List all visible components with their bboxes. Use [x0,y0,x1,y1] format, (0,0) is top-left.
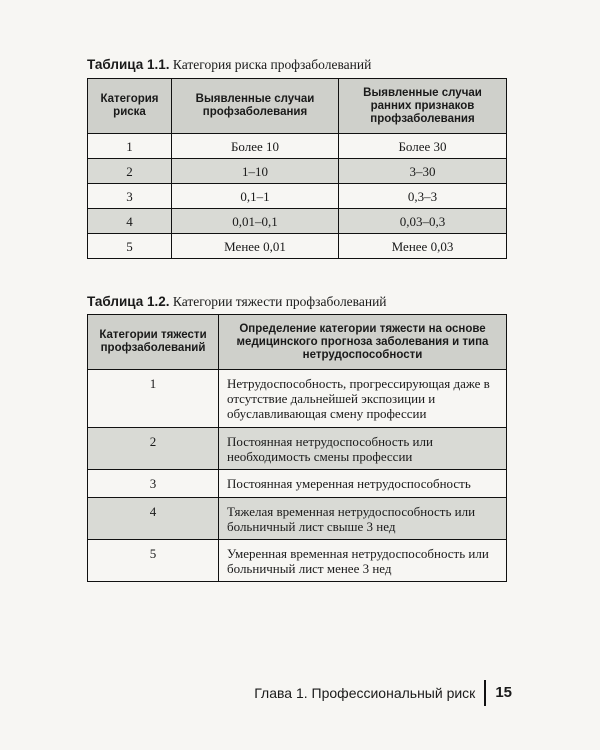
page-number: 15 [495,684,512,701]
table-cell: 3 [88,184,172,209]
table-cell: Более 30 [339,134,507,159]
table1-header-row [88,79,507,134]
table-row [88,498,507,540]
table1-header-cell: Выявленные случаи профзаболевания [172,79,339,134]
table-cell: 5 [88,234,172,259]
table-cell: 3–30 [339,159,507,184]
table-cell: Менее 0,01 [172,234,339,259]
table-row [88,428,507,470]
table-cell: Постоянная нетрудоспособность или необходимость смены профессии [219,428,507,470]
table-cell: Постоянная умеренная нетрудоспособность [219,470,507,498]
table1-header-cell: Категория риска [88,79,172,134]
chapter-title: Глава 1. Профессиональный риск [254,685,476,701]
table2-header-row [88,315,507,370]
table-cell: 1–10 [172,159,339,184]
footer-divider [484,680,486,706]
table-cell: 2 [88,159,172,184]
table1-header-cell: Выявленные случаи ранних признаков профзаболевания [339,79,507,134]
table-cell: 3 [88,470,219,498]
table-cell: 0,03–0,3 [339,209,507,234]
table-cell: Менее 0,03 [339,234,507,259]
table-cell: 4 [88,498,219,540]
table-cell: 0,3–3 [339,184,507,209]
table2-header-cell: Категории тяжести профзаболеваний [88,315,219,370]
risk-category-table [87,78,507,259]
table-cell: 1 [88,134,172,159]
table-row [88,540,507,582]
table-cell: 5 [88,540,219,582]
table-cell: 0,1–1 [172,184,339,209]
table-cell: 4 [88,209,172,234]
table-cell: Более 10 [172,134,339,159]
table-cell: Нетрудоспособность, прогрессирующая даже в отсутствие дальнейшей экспозиции и обуславливающая смену профессии [219,370,507,428]
severity-category-table [87,314,507,582]
table-row [88,159,507,184]
table-row [88,184,507,209]
table-row [88,370,507,428]
table-cell: Тяжелая временная нетрудоспособность или больничный лист свыше 3 нед [219,498,507,540]
table-row [88,209,507,234]
table1-caption-text: Категория риска профзаболеваний [169,57,372,72]
table2-caption-text: Категории тяжести профзаболеваний [169,294,387,309]
table-row [88,234,507,259]
table-row [88,134,507,159]
page-footer [254,680,512,706]
table2-caption-number: Таблица 1.2. [87,294,170,309]
table2-caption [87,294,387,310]
table-cell: 2 [88,428,219,470]
table-cell: 1 [88,370,219,428]
table-row [88,470,507,498]
table-cell: Умеренная временная нетрудоспособность или больничный лист менее 3 нед [219,540,507,582]
table1-caption-number: Таблица 1.1. [87,57,170,72]
table2-header-cell: Определение категории тяжести на основе медицинского прогноза заболевания и типа нетрудоспособности [219,315,507,370]
table1-caption [87,57,371,73]
table-cell: 0,01–0,1 [172,209,339,234]
